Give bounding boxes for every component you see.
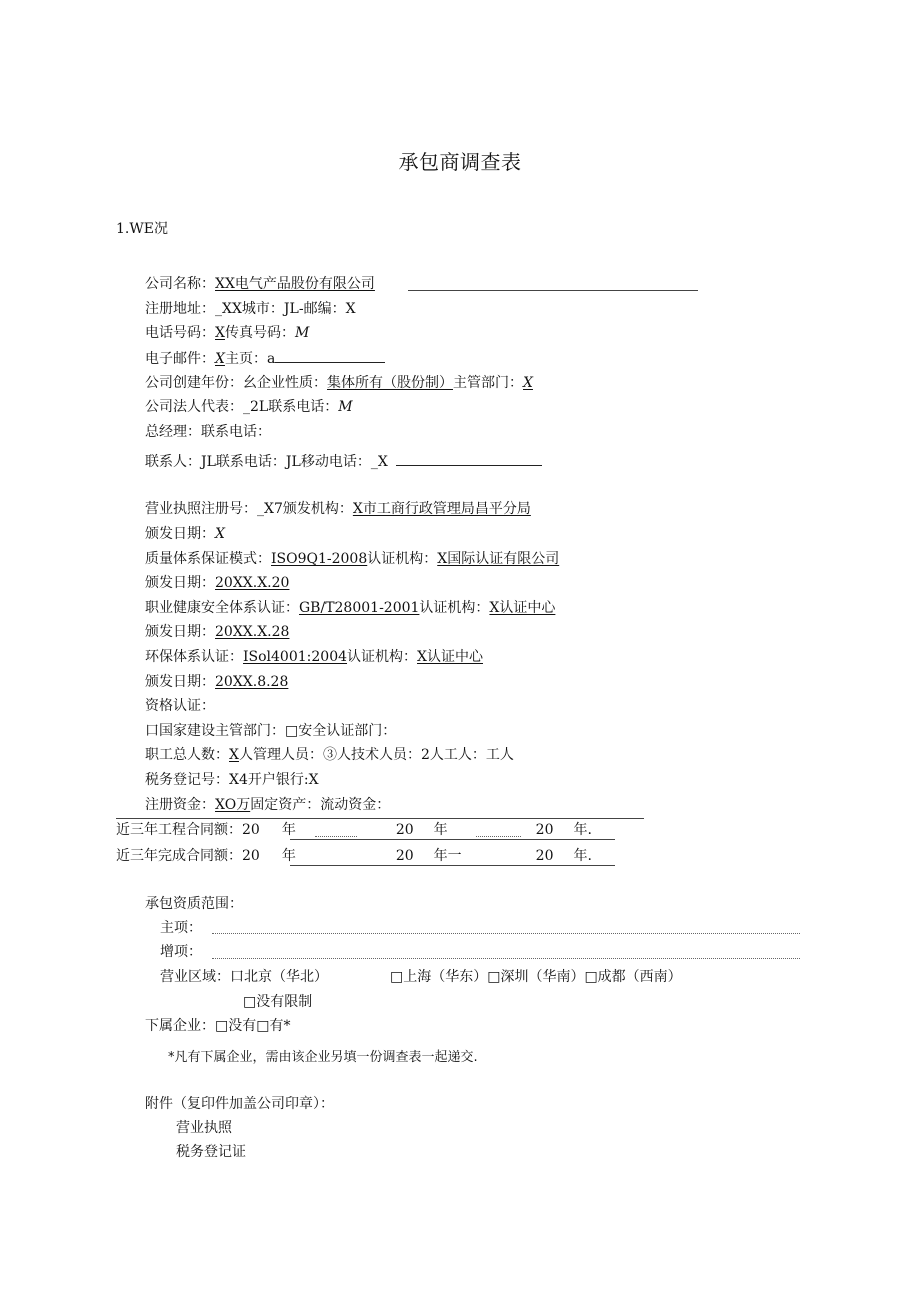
issue-date-row-3 [145, 622, 289, 642]
dept-value: X [523, 375, 533, 391]
extra-item-row: 增项： [160, 944, 202, 960]
cert-body-label: 认证机构： [419, 600, 490, 616]
form-title: 承包商调查表 [398, 150, 522, 174]
extra-item-blank [212, 958, 800, 959]
capital-rule [116, 818, 644, 819]
email-row [145, 348, 385, 369]
cert-body-label: 认证机构： [367, 551, 438, 567]
completed-amount-underline [290, 865, 615, 866]
phone-value: X [215, 325, 225, 341]
year-3: 年. [573, 848, 592, 864]
capital-label: 注册资金： [145, 797, 215, 813]
reg-address-row: 注册地址：_XX城市：JL-邮编：X [145, 301, 356, 317]
quality-label: 质量体系保证模式： [145, 551, 271, 567]
company-name-label: 公司名称： [145, 276, 215, 292]
contact-blank [396, 451, 542, 466]
quality-cert-body: X国际认证有限公司 [437, 551, 560, 567]
issue-date-row-1 [145, 524, 225, 544]
twenty-2: 20 [395, 848, 414, 864]
twenty-2: 20 [395, 822, 414, 838]
issue-date-label: 颁发日期： [145, 526, 215, 542]
year-2: 年 [433, 822, 448, 838]
env-row [145, 647, 483, 667]
legal-rep-row [145, 397, 353, 417]
subsidiary-note: *凡有下属企业，需由该企业另填一份调查表一起递交. [168, 1050, 478, 1065]
dept-label: 主管部门： [453, 375, 523, 391]
cert-body-label: 认证机构： [347, 649, 418, 665]
license-label: 营业执照注册号：_X7颁发机构： [145, 501, 353, 517]
region-options: □上海（华东）□深圳（华南）□成都（西南） [390, 969, 682, 985]
region-label: 营业区域：口北京（华北） [160, 969, 328, 985]
attachments-row: 附件（复印件加盖公司印章）： [145, 1096, 334, 1112]
license-row [145, 499, 531, 519]
tax-row: 税务登记号：X4开户银行:X [145, 772, 319, 788]
quality-row [145, 549, 559, 569]
contract-amount-row [116, 820, 592, 840]
region-row [160, 967, 682, 987]
fax-value: M [294, 325, 310, 341]
company-name-underline [408, 290, 698, 291]
contract-amount-label: 近三年工程合同额：20 [116, 822, 260, 838]
founded-label: 公司创建年份：幺企业性质： [145, 375, 327, 391]
email-value: X [215, 351, 225, 367]
nature-value: 集体所有（股份制） [327, 375, 453, 391]
fax-label: 传真号码： [224, 325, 295, 341]
attachment-tax-certificate: 税务登记证 [176, 1144, 246, 1160]
company-name-value: XX电气产品股份有限公司 [215, 276, 375, 292]
staff-value: X [229, 747, 239, 763]
year-2: 年一 [433, 848, 462, 864]
email-label: 电子邮件： [145, 351, 215, 367]
section-heading: 1.WE况 [116, 221, 168, 237]
contact-label: 联系人：JL联系电话：JL移动电话：_X [145, 454, 388, 470]
main-item-blank [212, 933, 800, 934]
phone-row [145, 323, 309, 343]
staff-rest: 人管理人员：③人技术人员：2人工人：工人 [238, 747, 514, 763]
region-none-row: □没有限制 [243, 994, 313, 1010]
ohs-row [145, 598, 555, 618]
capital-rest: 固定资产：流动资金： [250, 797, 391, 813]
year-1: 年 [281, 848, 296, 864]
year-3: 年. [573, 822, 592, 838]
issue-date-value: 20XX.8.28 [215, 674, 289, 690]
issue-date-row-4 [145, 672, 288, 692]
scope-row: 承包资质范围： [145, 896, 243, 912]
issue-date-label: 颁发日期： [145, 624, 215, 640]
capital-row [145, 795, 390, 815]
founded-row [145, 373, 533, 393]
quality-standard: ISO9Q1-2008 [271, 551, 368, 567]
issue-date-value: 20XX.X.28 [215, 624, 290, 640]
legal-rep-tel: M [338, 399, 353, 415]
license-authority: X市工商行政管理局昌平分局 [352, 501, 531, 517]
contact-row [145, 451, 542, 472]
completed-amount-label: 近三年完成合同额：20 [116, 848, 260, 864]
phone-label: 电话号码： [145, 325, 215, 341]
attachment-business-license: 营业执照 [176, 1120, 232, 1136]
twenty-3: 20 [535, 848, 554, 864]
ohs-cert-body: X认证中心 [489, 600, 556, 616]
env-standard: ISol4001:2004 [243, 649, 348, 665]
staff-label: 职工总人数： [145, 747, 229, 763]
qualification-row: 资格认证： [145, 698, 215, 714]
ohs-standard: GB/T28001-2001 [299, 600, 420, 616]
contract-amount-blank-1 [315, 836, 357, 837]
company-name-row [145, 274, 375, 294]
issue-date-value: X [215, 526, 225, 542]
issue-date-row-2 [145, 573, 289, 593]
contract-amount-blank-2 [476, 836, 521, 837]
main-item-row: 主项： [160, 920, 202, 936]
homepage-blank [275, 348, 385, 363]
completed-amount-row [116, 846, 592, 866]
qualification-options: 口国家建设主管部门：□安全认证部门： [145, 723, 397, 739]
twenty-3: 20 [535, 822, 554, 838]
year-1: 年 [281, 822, 296, 838]
legal-rep-label: 公司法人代表：_2L联系电话： [145, 399, 339, 415]
env-label: 环保体系认证： [145, 649, 243, 665]
issue-date-label: 颁发日期： [145, 575, 215, 591]
issue-date-value: 20XX.X.20 [215, 575, 290, 591]
staff-row [145, 745, 514, 765]
subsidiary-row: 下属企业：□没有□有* [145, 1018, 291, 1034]
ohs-label: 职业健康安全体系认证： [145, 600, 299, 616]
homepage-label: 主页：a [224, 351, 276, 367]
issue-date-label: 颁发日期： [145, 674, 215, 690]
contract-amount-underline [290, 839, 615, 840]
gm-row: 总经理：联系电话： [145, 424, 271, 440]
capital-value: XO万 [215, 797, 251, 813]
env-cert-body: X认证中心 [417, 649, 483, 665]
